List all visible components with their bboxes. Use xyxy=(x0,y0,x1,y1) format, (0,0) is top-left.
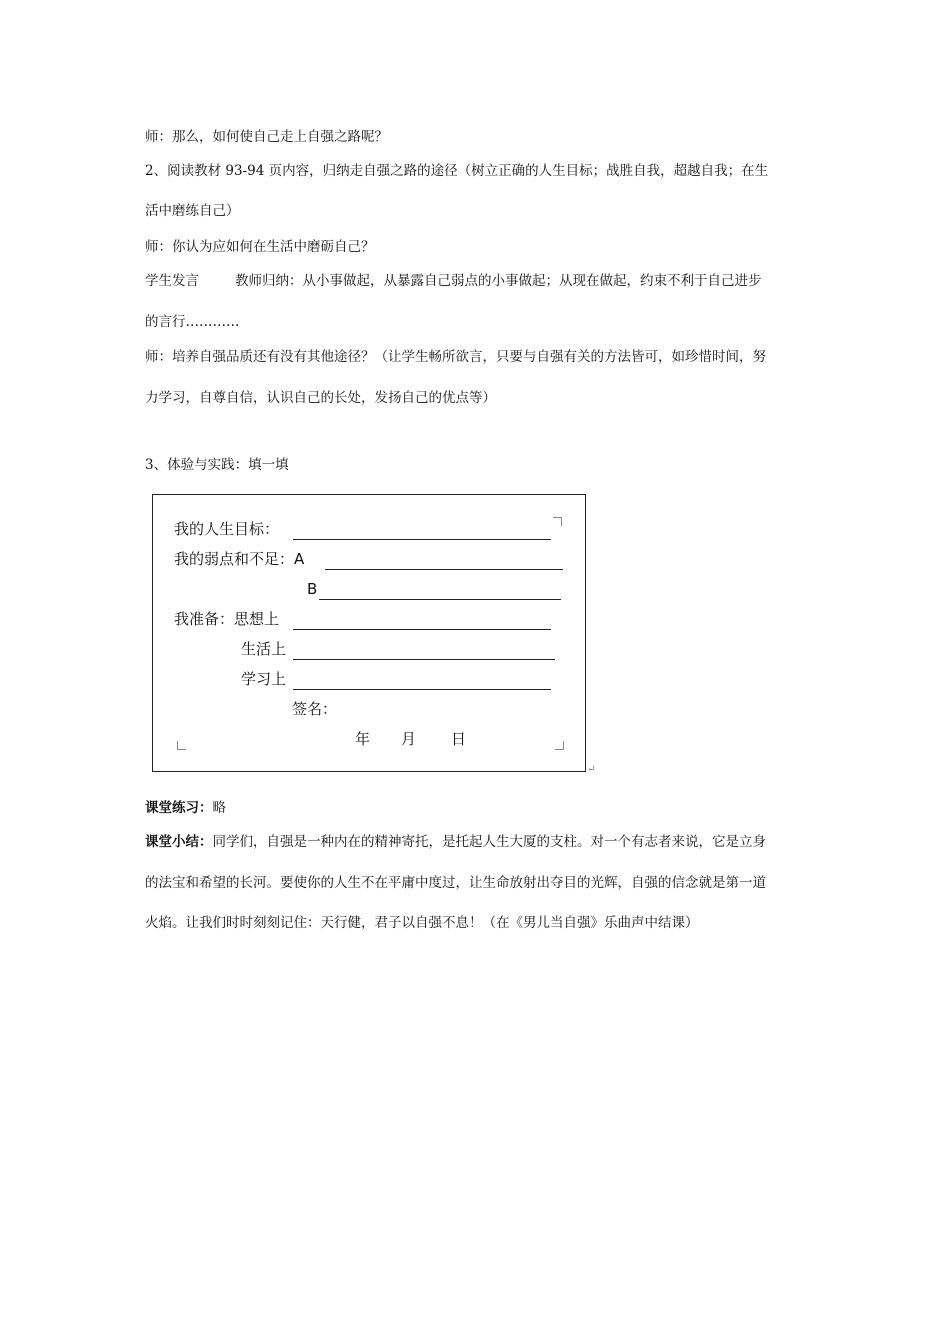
form-label-prepare-thought: 我准备：思想上 xyxy=(174,610,280,628)
form-label-b: B xyxy=(307,580,318,598)
paragraph-class-summary-cont-2: 火焰。让我们时时刻刻记住：天行健，君子以自强不息！（在《男儿当自强》乐曲声中结课） xyxy=(145,915,699,931)
paragraph-class-practice xyxy=(145,799,226,817)
paragraph-teacher-question-3: 师：培养自强品质还有没有其他途径？（让学生畅所欲言，只要与自强有关的方法皆可，如珍惜时间，努 xyxy=(145,349,766,365)
paragraph-reading-task: 2、阅读教材 93-94 页内容，归纳走自强之路的途径（树立正确的人生目标；战胜自我，超越自我；在生 xyxy=(145,163,769,179)
form-line-life xyxy=(293,659,555,660)
form-line-thought xyxy=(293,629,551,630)
form-label-study: 学习上 xyxy=(241,670,287,688)
form-label-goal: 我的人生目标： xyxy=(174,520,280,538)
crop-mark-bottom-right xyxy=(555,741,564,750)
paragraph-teacher-question-2: 师：你认为应如何在生活中磨砺自己？ xyxy=(145,239,375,255)
practice-label: 课堂练习： xyxy=(145,800,213,816)
summary-label: 课堂小结： xyxy=(145,834,213,850)
paragraph-class-summary xyxy=(145,833,766,851)
form-label-sign: 签名： xyxy=(292,700,338,718)
summary-text-1: 同学们，自强是一种内在的精神寄托，是托起人生大厦的支柱。对一个有志者来说，它是立身 xyxy=(212,834,766,850)
form-line-goal xyxy=(293,539,551,540)
form-label-month: 月 xyxy=(401,730,417,748)
form-label-year: 年 xyxy=(355,730,371,748)
paragraph-practice-heading: 3、体验与实践：填一填 xyxy=(145,457,289,473)
form-label-life: 生活上 xyxy=(241,640,287,658)
crop-mark-bottom-left xyxy=(177,741,186,750)
practice-text: 略 xyxy=(212,800,226,816)
paragraph-student-speak: 学生发言 xyxy=(145,273,199,289)
fill-in-form-box xyxy=(152,494,586,772)
crop-mark-top-right xyxy=(553,517,562,526)
paragraph-reading-task-cont: 活中磨练自己） xyxy=(145,203,240,219)
form-line-weakness-b xyxy=(319,599,561,600)
form-line-weakness-a xyxy=(325,569,563,570)
paragraph-class-summary-cont-1: 的法宝和希望的长河。要使你的人生不在平庸中度过，让生命放射出夺目的光辉，自强的信念就是第一道 xyxy=(145,875,766,891)
paragraph-teacher-summary: 教师归纳：从小事做起，从暴露自己弱点的小事做起；从现在做起，约束不利于自己进步 xyxy=(235,273,762,289)
form-label-weakness: 我的弱点和不足：A xyxy=(174,550,305,568)
paragraph-mark-icon: ↵ xyxy=(587,764,596,775)
paragraph-teacher-summary-cont: 的言行………… xyxy=(145,314,240,330)
paragraph-teacher-question-1: 师：那么，如何使自己走上自强之路呢？ xyxy=(145,129,388,145)
form-line-study xyxy=(293,689,551,690)
form-label-day: 日 xyxy=(451,730,467,748)
paragraph-teacher-question-3-cont: 力学习，自尊自信，认识自己的长处，发扬自己的优点等） xyxy=(145,390,496,406)
